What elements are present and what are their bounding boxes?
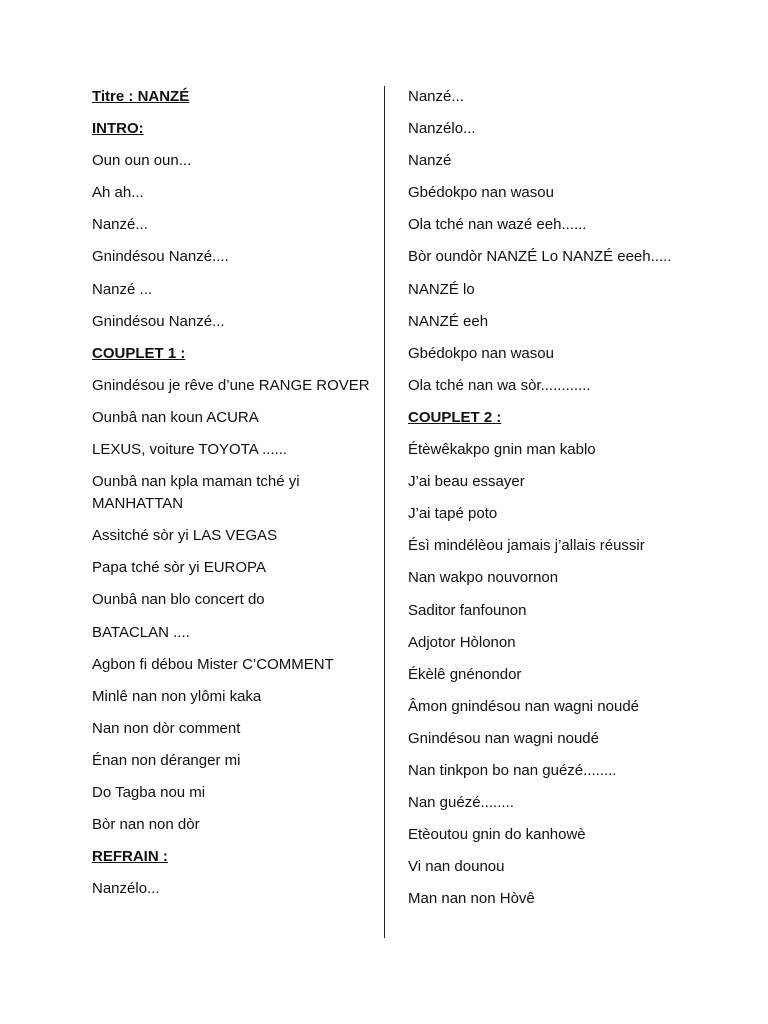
lyric-line: NANZÉ eeh <box>408 312 489 330</box>
lyric-line: Ésì mindélèou jamais j’allais réussir <box>408 537 645 555</box>
lyric-line: BATACLAN .... <box>92 623 190 641</box>
lyric-line: Gbédokpo nan wasou <box>408 184 554 202</box>
lyric-line: Nan wakpo nouvornon <box>408 569 559 587</box>
lyric-line: J’ai beau essayer <box>408 473 525 491</box>
section-heading: REFRAIN : <box>92 848 168 866</box>
lyric-line: Nan non dòr comment <box>92 719 241 737</box>
lyric-line: NANZÉ lo <box>408 280 475 298</box>
section-heading: INTRO: <box>92 120 144 138</box>
lyric-line: Gnindésou Nanzé... <box>92 312 225 330</box>
lyric-line: Nanzé <box>408 152 452 170</box>
lyric-line: J’ai tapé poto <box>408 505 498 523</box>
lyric-line: Nan guézé........ <box>408 794 514 812</box>
lyric-line: Ounbâ nan blo concert do <box>92 591 265 609</box>
column-divider <box>384 86 385 938</box>
lyric-line: Âmon gnindésou nan wagni noudé <box>408 697 640 715</box>
lyric-line: Nanzé... <box>408 88 464 105</box>
lyric-line: Oun oun oun... <box>92 152 192 170</box>
lyric-line: Gnindésou nan wagni noudé <box>408 729 599 747</box>
lyric-line: Nanzélo... <box>92 880 160 898</box>
lyric-line: Bòr nan non dòr <box>92 816 200 834</box>
lyric-line: Ounbâ nan kpla maman tché yi MANHATTAN <box>92 473 300 513</box>
lyric-line: Papa tché sòr yi EUROPA <box>92 559 266 577</box>
lyric-line: Assitché sòr yi LAS VEGAS <box>92 527 278 545</box>
lyric-line: Agbon fi débou Mister C’COMMENT <box>92 655 334 673</box>
lyric-line: LEXUS, voiture TOYOTA ...... <box>92 441 288 459</box>
lyric-line: Étèwêkakpo gnin man kablo <box>408 441 596 459</box>
lyric-line: Énan non déranger mi <box>92 751 241 769</box>
lyric-line: Gnindésou Nanzé.... <box>92 248 229 266</box>
section-heading: Titre : NANZÉ <box>92 88 190 105</box>
lyric-line: Vi nan dounou <box>408 858 505 876</box>
section-heading: COUPLET 1 : <box>92 344 186 362</box>
lyric-line: Adjotor Hòlonon <box>408 633 516 651</box>
lyric-line: Do Tagba nou mi <box>92 783 206 801</box>
lyric-line: Gbédokpo nan wasou <box>408 344 554 362</box>
lyric-line: Bòr oundòr NANZÉ Lo NANZÉ eeeh..... <box>408 248 672 266</box>
lyric-line: Man nan non Hòvê <box>408 890 535 908</box>
lyric-line: Minlê nan non ylômi kaka <box>92 687 262 705</box>
lyric-line: Nanzé ... <box>92 280 153 298</box>
lyric-line: Ounbâ nan koun ACURA <box>92 408 259 426</box>
lyric-line: Ah ah... <box>92 184 144 202</box>
lyric-line: Nanzé... <box>92 216 148 234</box>
lyric-line: Saditor fanfounon <box>408 601 527 619</box>
lyric-line: Nan tinkpon bo nan guézé........ <box>408 761 617 779</box>
lyric-line: Ola tché nan wa sòr............ <box>408 376 591 394</box>
lyric-line: Nanzélo... <box>408 120 476 138</box>
lyrics-column-right <box>408 80 708 920</box>
lyric-line: Gnindésou je rêve d’une RANGE ROVER <box>92 376 370 394</box>
lyric-line: Ékèlê gnénondor <box>408 665 522 683</box>
lyrics-column-left <box>92 80 372 910</box>
lyric-line: Ola tché nan wazé eeh...... <box>408 216 587 234</box>
lyric-line: Etèoutou gnin do kanhowè <box>408 826 586 844</box>
section-heading: COUPLET 2 : <box>408 408 502 426</box>
